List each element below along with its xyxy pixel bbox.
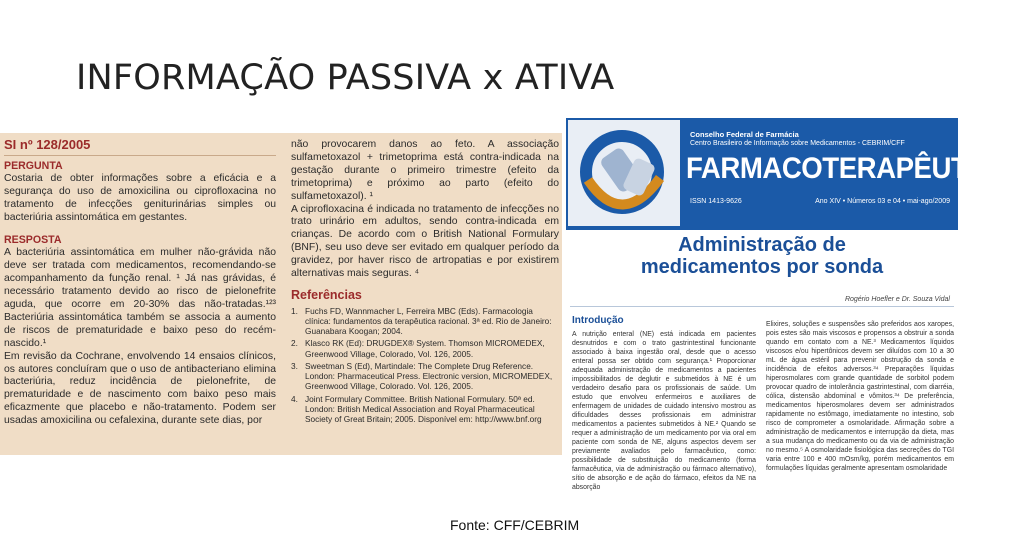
resposta-text-1: A bacteriúria assintomática em mulher não-grávida não deve ser tratada com medicamentos, recomendando-se acompanhamento da função renal. ¹ Já nas grávidas, é necessário tratamento devido ao risco de pielonefrite aguda, que ocorre em 20-30% das não-tratadas.¹²³ Bacteriúria assintomática também se associa a aumento de riscos de prematuridade e baixo peso do recém-nascido.¹ xyxy=(4,247,276,349)
si-number: SI nº 128/2005 xyxy=(4,139,276,156)
source-caption: Fonte: CFF/CEBRIM xyxy=(450,517,580,533)
article-column-1: A nutrição enteral (NE) está indicada em pacientes desnutridos e com o trato gastrintestinal funcionante associado à baixa ingestão oral, desde que o acesso enteral possa ser obtido com segurança.¹ Proporcionar adequada administração de medicamentos a pacientes impossibilitados de deglutir e submetidos à NE é um verdadeiro desafio para os profissionais de saúde. Um estudo que envolveu enfermeiros e auxiliares de enfermagem de unidades de cuidado intensivo mostrou as dificuldades desses profissionais em administrar medicamentos a pacientes submetidos à NE.² Quando se requer a administração de um medicamento por via oral em paciente com sonda de NE, alguns aspectos devem ser previamente avaliados pelo farmacêutico, como: possibilidade de substituição do medicamento (forma farmacêutica, via de administração ou fármaco alternativo), sítio de absorção e de ação do fármaco, efeitos da NE na absorção xyxy=(572,331,756,491)
clipping-column-left xyxy=(4,139,276,428)
clipping-column-right xyxy=(291,139,559,426)
reference-item: 3. Sweetman S (Ed), Martindale: The Complete Drug Reference. London: Pharmaceutical Press. Electronic version, MICROMEDEX, Greenwood Village, Colorado. Vol. 126, 2005. xyxy=(291,360,553,392)
reference-item: 2. Klasco RK (Ed): DRUGDEX® System. Thomson MICROMEDEX, Greenwood Village, Colorado, Vol. 126, 2005. xyxy=(291,338,545,359)
bulletin-banner xyxy=(566,118,1014,230)
farmacoterapeutica-clipping xyxy=(566,118,1014,491)
issue-info: Ano XIV • Números 03 e 04 • mai-ago/2009 xyxy=(815,198,950,205)
column2-text-2: A ciprofloxacina é indicada no tratamento de infecções no trato urinário em adultos, sendo contra-indicada em crianças. De acordo com o British National Formulary (BNF), seu uso deve ser evitado em qualquer período da gravidez, por haver risco de artropatias e por existirem alternativas mais seguras. ⁴ xyxy=(291,203,559,280)
reference-item: 1. Fuchs FD, Wannmacher L, Ferreira MBC (Eds). Farmacologia clínica: fundamentos da terapêutica racional. 3ª ed. Rio de Janeiro: Guanabara Koogan; 2004. xyxy=(291,305,552,337)
reference-item: 4. Joint Formulary Committee. British National Formulary. 50ª ed. London: British Medical Association and Royal Pharmaceutical Society of Great Britain; 2005. Disponível em: http://www.bnf.org xyxy=(291,393,542,424)
slide-title: INFORMAÇÃO PASSIVA x ATIVA xyxy=(76,58,615,98)
divider xyxy=(570,306,954,307)
si-response-clipping xyxy=(0,133,562,455)
pergunta-text: Costaria de obter informações sobre a eficácia e a segurança do uso de amoxicilina ou ciprofloxacina no tratamento de infecções geniturinárias simples ou bacteriúria assintomática em gestantes. xyxy=(4,172,276,223)
article-title: Administração de medicamentos por sonda xyxy=(640,234,884,278)
org-line-1: Conselho Federal de Farmácia xyxy=(690,130,799,139)
cebrim-logo xyxy=(568,120,680,226)
references-heading: Referências xyxy=(291,287,362,302)
org-line-2: Centro Brasileiro de Informação sobre Medicamentos - CEBRIM/CFF xyxy=(690,140,905,147)
intro-heading: Introdução xyxy=(572,315,624,326)
article-column-2: Elixires, soluções e suspensões são preferidos aos xaropes, pois estes são mais viscosos e propensos a obstruir a sonda quando em contato com a NE.³ Medicamentos líquidos viscosos e/ou hipertônicos devem ser diluídos com 10 a 30 mL de água estéril para prevenir obstrução da sonda e incidência de efeitos adversos.³⁴ Preparações líquidas hiperosmolares com grande quantidade de sorbitol podem provocar quadro de intolerância gastrintestinal, com diarréia, cólica, distensão abdominal e vômitos.³⁴ De preferência, medicamentos hiperosmolares devem ser administrados rapidamente no estômago, imediatamente no intestino, sob risco de comprometer a osmolaridade. Afirmação sobre a administração de medicamentos e interrupção da dieta, mas a sua mudança do medicamento ou da via de administração no mesmo.⁵ A osmolaridade fisiológica das secreções do TGI varia entre 100 e 400 mOsm/kg, porém medicamentos em formulações líquidas geralmente apresentam osmolaridade xyxy=(766,321,954,472)
issn: ISSN 1413-9626 xyxy=(690,198,742,205)
resposta-text-2: Em revisão da Cochrane, envolvendo 14 ensaios clínicos, os autores concluíram que o uso de antibacteriano elimina bacteriúria, reduz incidência de pielonefrite, de prematuridade e de nascimento com baixo peso mais eficazmente que placebo e não-tratamento. Podem ser usadas amoxicilina ou cefalexina, durante sete dias, por xyxy=(4,350,276,427)
pergunta-heading: PERGUNTA xyxy=(4,159,63,172)
resposta-heading: RESPOSTA xyxy=(4,234,62,247)
column2-text-1: não provocarem danos ao feto. A associação sulfametoxazol + trimetoprima está contra-indicada na gestação durante o primeiro trimestre (efeito da trimetoprima) e próximo ao parto (efeito do sulfametoxazol). ¹ xyxy=(291,139,559,202)
bulletin-brand: FARMACOTERAPÊUTICA xyxy=(686,152,1014,185)
article-authors: Rogério Hoefler e Dr. Souza Vidal xyxy=(844,296,950,303)
